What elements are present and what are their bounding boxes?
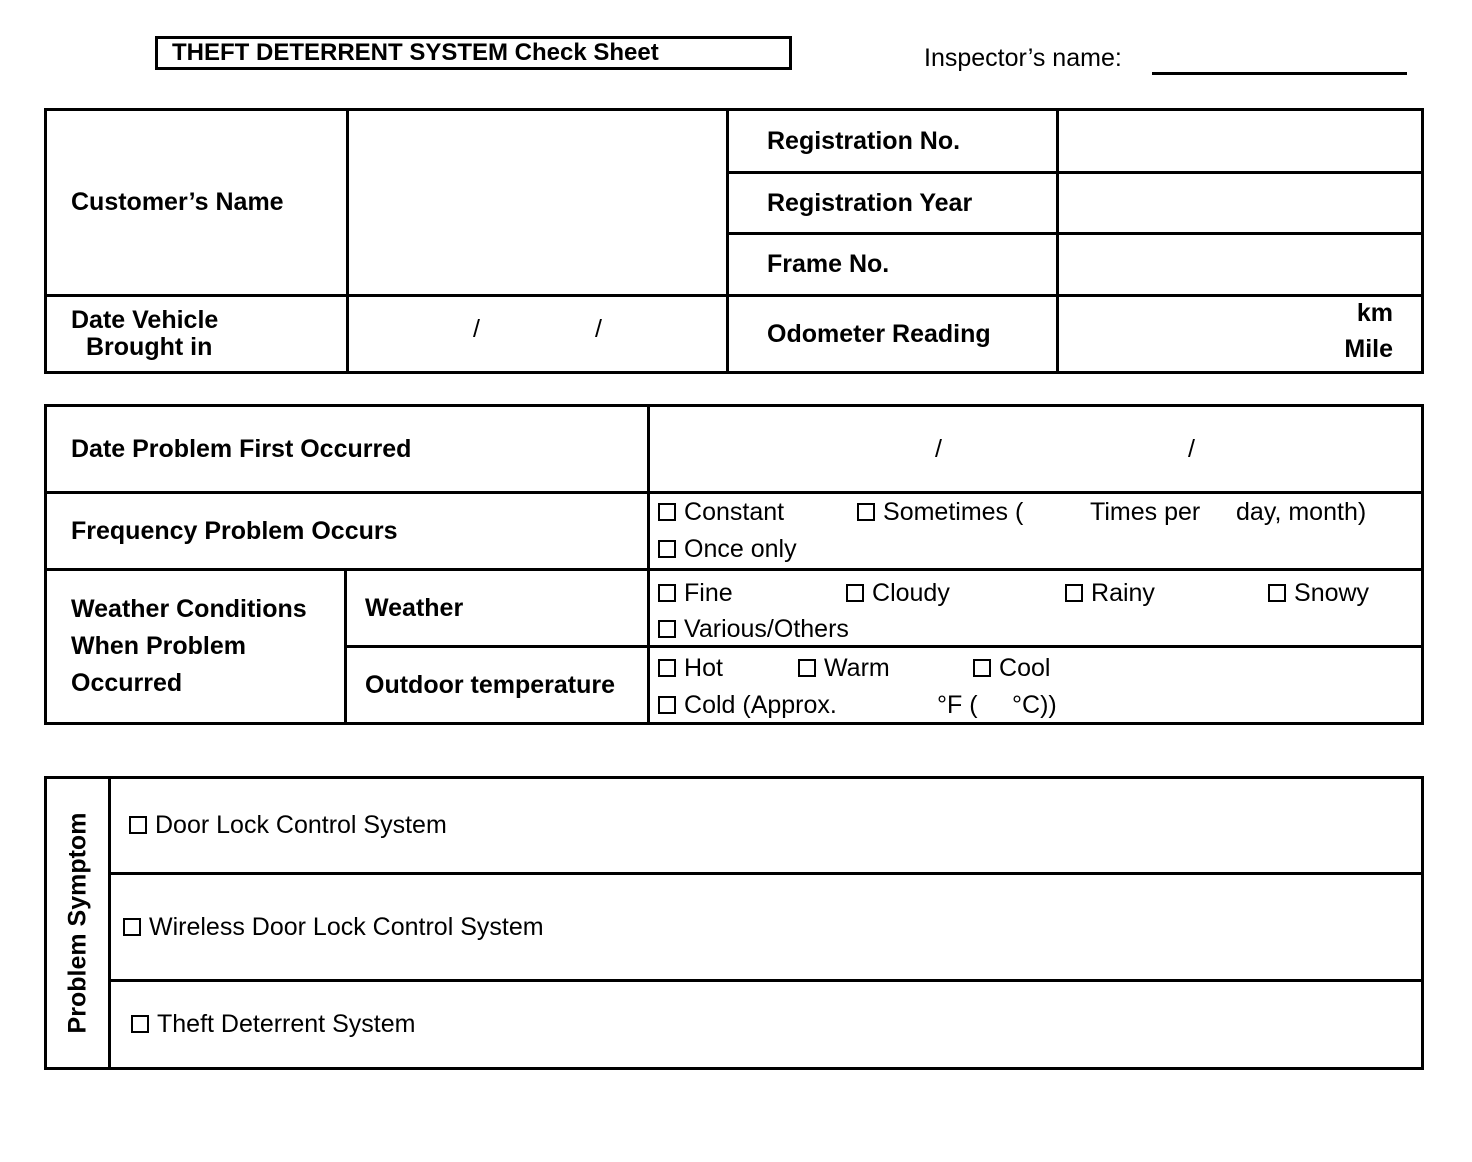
unit-mile: Mile: [1344, 335, 1393, 363]
door-lock-option[interactable]: Door Lock Control System: [110, 778, 1423, 874]
date-brought-in-label: Date Vehicle Brought in: [46, 296, 348, 373]
weather-cloudy-option[interactable]: Cloudy: [846, 579, 950, 608]
checkbox-icon[interactable]: [798, 659, 816, 677]
temp-warm-option[interactable]: Warm: [798, 654, 890, 683]
checkbox-icon[interactable]: [857, 503, 875, 521]
checkbox-icon[interactable]: [658, 503, 676, 521]
odometer-label: Odometer Reading: [728, 296, 1058, 373]
checkbox-icon[interactable]: [658, 620, 676, 638]
checkbox-icon[interactable]: [658, 540, 676, 558]
inspector-name-field[interactable]: [1152, 72, 1407, 75]
checkbox-icon[interactable]: [1268, 584, 1286, 602]
frequency-label: Frequency Problem Occurs: [46, 493, 649, 570]
customer-name-label: Customer’s Name: [46, 110, 348, 296]
weather-conditions-label: Weather Conditions When Problem Occurred: [46, 570, 346, 724]
unit-km: km: [1356, 299, 1393, 327]
checkbox-icon[interactable]: [1065, 584, 1083, 602]
weather-label: Weather: [346, 570, 649, 647]
weather-options: [649, 570, 1423, 647]
weather-fine-option[interactable]: Fine: [658, 579, 733, 608]
date-brought-in-field[interactable]: [348, 296, 728, 373]
freq-sometimes-option[interactable]: Sometimes (: [857, 498, 1023, 527]
page-title: THEFT DETERRENT SYSTEM Check Sheet: [155, 36, 792, 70]
registration-year-label: Registration Year: [728, 173, 1058, 234]
freq-constant-option[interactable]: Constant: [658, 498, 784, 527]
checkbox-icon[interactable]: [658, 584, 676, 602]
temp-cold-option[interactable]: Cold (Approx.: [658, 691, 837, 720]
odometer-field[interactable]: [1058, 296, 1423, 373]
vehicle-info-table: [44, 108, 1424, 374]
frequency-options: [649, 493, 1423, 570]
problem-conditions-table: [44, 404, 1424, 725]
freq-once-option[interactable]: Once only: [658, 535, 797, 564]
registration-no-field[interactable]: [1058, 110, 1423, 173]
customer-name-field[interactable]: [348, 110, 728, 296]
freq-times-per-text: Times per: [1090, 498, 1201, 526]
inspector-name-label: Inspector’s name:: [924, 44, 1122, 72]
temperature-options: [649, 647, 1423, 724]
checkbox-icon[interactable]: [658, 696, 676, 714]
checkbox-icon[interactable]: [658, 659, 676, 677]
weather-snowy-option[interactable]: Snowy: [1268, 579, 1369, 608]
checkbox-icon[interactable]: [973, 659, 991, 677]
problem-symptom-label: Problem Symptom: [46, 778, 110, 1069]
temp-celsius-text: °C)): [1012, 691, 1057, 719]
date-separator: /: [1188, 435, 1195, 463]
date-separator: /: [473, 315, 480, 343]
problem-symptom-table: [44, 776, 1424, 1070]
registration-year-field[interactable]: [1058, 173, 1423, 234]
frame-no-label: Frame No.: [728, 234, 1058, 296]
date-separator: /: [935, 435, 942, 463]
date-first-occurred-label: Date Problem First Occurred: [46, 406, 649, 493]
weather-rainy-option[interactable]: Rainy: [1065, 579, 1155, 608]
checkbox-icon[interactable]: [131, 1015, 149, 1033]
date-separator: /: [595, 315, 602, 343]
temp-cool-option[interactable]: Cool: [973, 654, 1050, 683]
registration-no-label: Registration No.: [728, 110, 1058, 173]
theft-deterrent-option[interactable]: Theft Deterrent System: [110, 981, 1423, 1069]
wireless-door-lock-option[interactable]: Wireless Door Lock Control System: [110, 874, 1423, 981]
checkbox-icon[interactable]: [129, 816, 147, 834]
frame-no-field[interactable]: [1058, 234, 1423, 296]
freq-day-month-text: day, month): [1236, 498, 1367, 526]
checkbox-icon[interactable]: [123, 918, 141, 936]
temp-fahrenheit-text: °F (: [937, 691, 978, 719]
temp-hot-option[interactable]: Hot: [658, 654, 723, 683]
weather-various-option[interactable]: Various/Others: [658, 615, 849, 644]
outdoor-temperature-label: Outdoor temperature: [346, 647, 649, 724]
checkbox-icon[interactable]: [846, 584, 864, 602]
date-first-occurred-field[interactable]: [649, 406, 1423, 493]
